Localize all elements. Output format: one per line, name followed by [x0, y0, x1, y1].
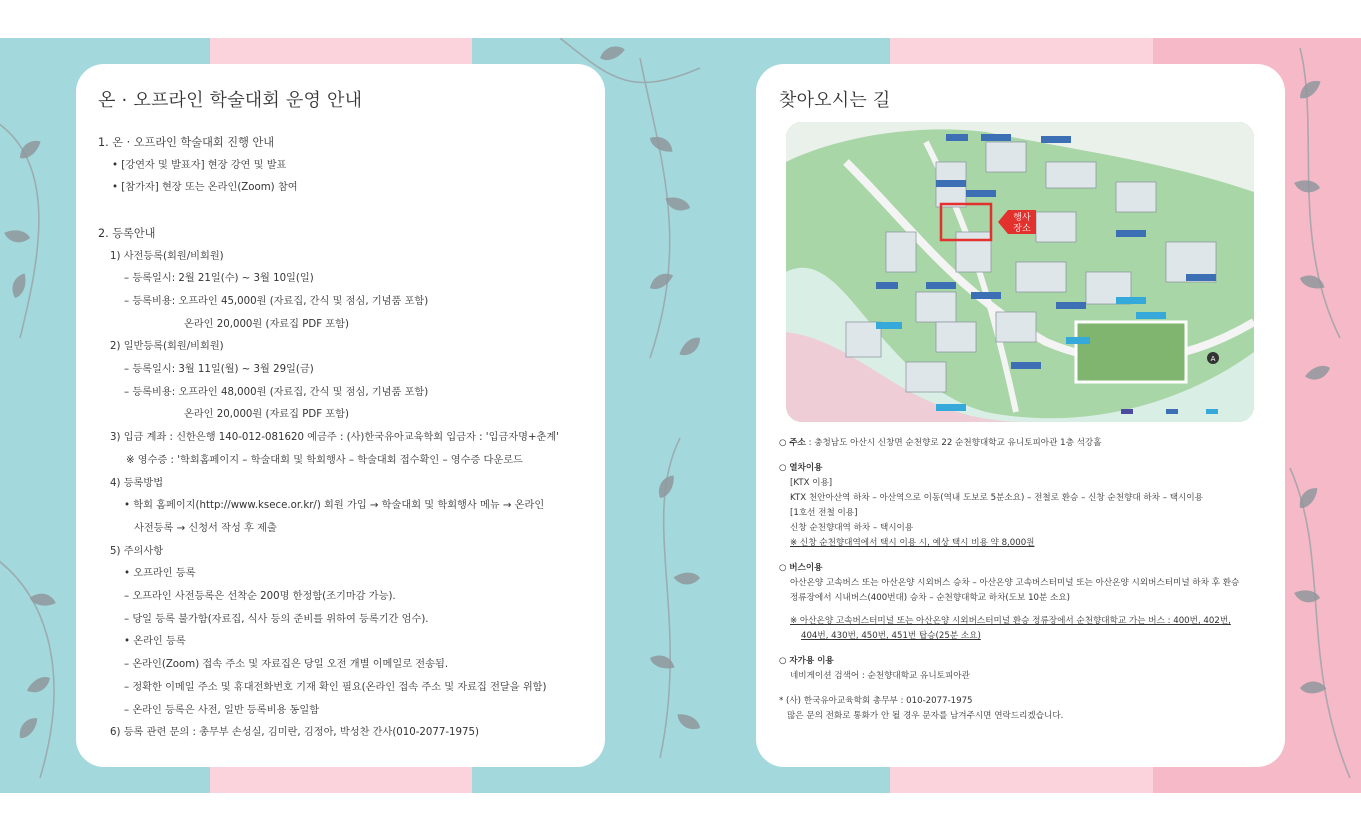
- direction-text: 아산온양 고속버스 또는 아산온양 시외버스 승차 – 아산온양 고속버스터미널 또는 아산온양 시외버스터미널 하차 후 환승: [790, 578, 1240, 588]
- train-label: 열차이용: [789, 463, 823, 473]
- registration-line: 3) 입금 계좌 : 신한은행 140-012-081620 예금주 : (사)한국유아교육학회 입금자 : '입금자명+춘계': [110, 432, 559, 444]
- registration-line: • 학회 홈페이지(http://www.ksece.or.kr/) 회원 가입 → 학술대회 및 학회행사 메뉴 → 온라인: [124, 500, 545, 512]
- registration-line: • 온라인 등록: [124, 636, 186, 648]
- registration-line: 1. 온 · 오프라인 학술대회 진행 안내: [98, 136, 275, 149]
- direction-text: 신창 순천향대역 하차 – 택시이용: [790, 523, 914, 533]
- direction-line: [779, 576, 1263, 591]
- direction-line: [779, 521, 1263, 536]
- registration-line: – 등록일시: 3월 11일(월) ~ 3월 29일(금): [124, 364, 314, 376]
- directions-title: 찾아오시는 길: [779, 90, 891, 111]
- direction-text: ※ 신창 순천향대역에서 택시 이용 시, 예상 택시 비용 약 8,000원: [790, 538, 1035, 548]
- registration-line: – 당일 등록 불가함(자료집, 식사 등의 준비를 위하여 등록기간 엄수).: [124, 613, 429, 625]
- campus-map-illustration-icon: [786, 122, 1254, 422]
- registration-line: 2. 등록안내: [98, 226, 156, 240]
- direction-line: [779, 614, 1263, 629]
- page-title: 온 · 오프라인 학술대회 운영 안내: [98, 90, 363, 111]
- registration-line: – 정확한 이메일 주소 및 휴대전화번호 기재 확인 필요(온라인 접속 주소 및 자료집 전달을 위함): [124, 681, 547, 693]
- registration-line: – 등록일시: 2월 21일(수) ~ 3월 10일(일): [124, 273, 314, 285]
- direction-line: [779, 536, 1263, 551]
- address-row: ○ 주소 : 충청남도 아산시 신창면 순천향로 22 순천향대학교 유니토피아관 1층 석강홀: [779, 438, 1102, 448]
- car-label: 자가용 이용: [789, 656, 834, 666]
- registration-line: 4) 등록방법: [110, 477, 164, 489]
- address-label: 주소: [789, 438, 806, 448]
- registration-line: 5) 주의사항: [110, 545, 164, 557]
- registration-line: 2) 일반등록(회원/비회원): [110, 341, 224, 353]
- spacer: [98, 200, 583, 223]
- registration-line: • 오프라인 등록: [124, 568, 196, 580]
- registration-info: [98, 132, 583, 745]
- car-section: ○ 자가용 이용 네비게이션 검색어 : 순천향대학교 유니토피아관: [779, 654, 1263, 684]
- registration-line: – 등록비용: 오프라인 48,000원 (자료집, 간식 및 점심, 기념품 포함): [124, 386, 429, 398]
- registration-line: • [참가자] 현장 또는 온라인(Zoom) 참여: [112, 182, 298, 194]
- contact-note-2: 많은 문의 전화로 통화가 안 될 경우 문자를 남겨주시면 연락드리겠습니다.: [787, 711, 1064, 721]
- address-value: : 충청남도 아산시 신창면 순천향로 22 순천향대학교 유니토피아관 1층 석강홀: [805, 438, 1102, 448]
- event-place-label-2: 장소: [1013, 224, 1031, 234]
- bus-label: 버스이용: [789, 563, 823, 573]
- registration-line: • [강연자 및 발표자] 현장 강연 및 발표: [112, 159, 287, 171]
- direction-line: [779, 591, 1263, 606]
- registration-card: [76, 64, 605, 767]
- registration-line: – 오프라인 사전등록은 선착순 200명 한정함(조기마감 가능).: [124, 591, 396, 603]
- direction-line: [779, 491, 1263, 506]
- registration-line: 온라인 20,000원 (자료집 PDF 포함): [184, 318, 349, 330]
- contact-note-1: * (사) 한국유아교육학회 총무부 : 010-2077-1975: [779, 696, 973, 706]
- direction-text: 정류장에서 시내버스(400번대) 승차 – 순천향대학교 하차(도보 10분 소요): [790, 593, 1071, 603]
- train-section: ○ 열차이용 [KTX 이용] KTX 천안아산역 하차 – 아산역으로 이동(역내 도보로 5분소요) – 전철로 환승 – 신창 순천향대 하차 – 택시이용 [1호선 전철 이용] 신창 순천향대역 하차 – 택시이용 ※ 신창 순천향대역에서 택시 이용 시, 예상 택시 비용 약 8,000원: [779, 461, 1263, 551]
- directions-text: [779, 436, 1263, 724]
- registration-line: 사전등록 → 신청서 작성 후 제출: [134, 522, 277, 534]
- spacer: [779, 606, 1263, 614]
- registration-line: 온라인 20,000원 (자료집 PDF 포함): [184, 409, 349, 421]
- car-info: 네비게이션 검색어 : 순천향대학교 유니토피아관: [790, 671, 970, 681]
- direction-text: ※ 아산온양 고속버스터미널 또는 아산온양 시외버스터미널 환승 정류장에서 순천향대학교 가는 버스 : 400번, 402번,: [790, 616, 1231, 626]
- event-place-label-1: 행사: [1013, 213, 1031, 223]
- registration-line: – 온라인(Zoom) 접속 주소 및 자료집은 당일 오전 개별 이메일로 전송됨.: [124, 659, 449, 671]
- direction-text: KTX 천안아산역 하차 – 아산역으로 이동(역내 도보로 5분소요) – 전철로 환승 – 신창 순천향대 하차 – 택시이용: [790, 493, 1203, 503]
- bus-section: ○ 버스이용 아산온양 고속버스 또는 아산온양 시외버스 승차 – 아산온양 고속버스터미널 또는 아산온양 시외버스터미널 하차 후 환승 정류장에서 시내버스(400번대) 승차 – 순천향대학교 하차(도보 10분 소요) ※ 아산온양 고속버스터미널 또는 아산온양 시외버스터미널 환승 정류장에서 순천향대학교 가는 버스 : 400번, 402번, 404번, 430번, 450번, 451번 탑승(25분 소요): [779, 561, 1263, 644]
- registration-line: – 온라인 등록은 사전, 일반 등록비용 동일함: [124, 704, 320, 716]
- direction-line: [779, 629, 1263, 644]
- contact-note: [779, 694, 1263, 724]
- direction-text: [1호선 전철 이용]: [790, 508, 858, 518]
- direction-line: [779, 506, 1263, 521]
- registration-line: 1) 사전등록(회원/비회원): [110, 250, 224, 262]
- north-marker: A: [1210, 355, 1216, 363]
- direction-text: [KTX 이용]: [790, 478, 833, 488]
- registration-line: ※ 영수증 : '학회홈페이지 – 학술대회 및 학회행사 – 학술대회 접수확인 – 영수증 다운로드: [126, 454, 523, 466]
- direction-line: [779, 476, 1263, 491]
- directions-card: [756, 64, 1285, 767]
- registration-line: 6) 등록 관련 문의 : 총무부 손성실, 김미란, 김정아, 박성찬 간사(010-2077-1975): [110, 727, 479, 739]
- registration-line: – 등록비용: 오프라인 45,000원 (자료집, 간식 및 점심, 기념품 포함): [124, 295, 429, 307]
- direction-text: 404번, 430번, 450번, 451번 탑승(25분 소요): [801, 631, 981, 641]
- campus-map: [786, 122, 1254, 422]
